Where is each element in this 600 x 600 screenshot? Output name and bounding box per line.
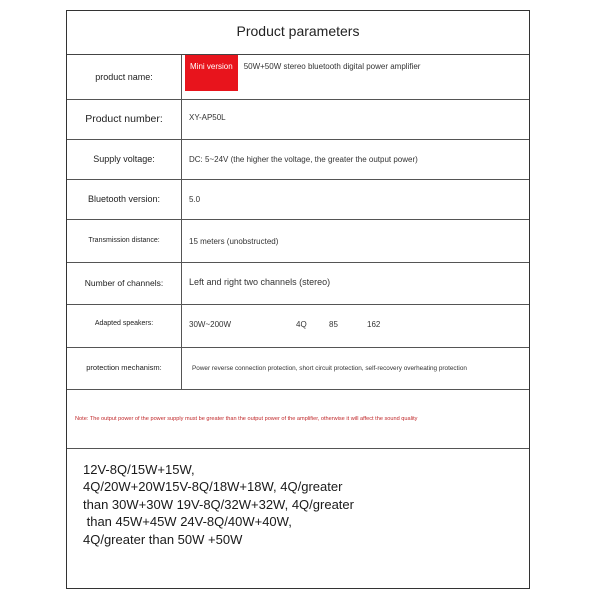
row-product-number [67,100,529,140]
label-bluetooth-version: Bluetooth version: [67,180,182,219]
speaker-value-85: 85 [329,320,338,329]
value-adapted-speakers [182,305,529,347]
label-adapted-speakers: Adapted speakers: [67,305,182,347]
table-title: Product parameters [67,11,529,55]
power-line: 4Q/greater than 50W +50W [83,531,243,547]
row-supply-voltage [67,140,529,180]
speaker-power-range: 30W~200W [189,320,232,329]
output-power-specs [67,449,529,548]
row-bluetooth-version [67,180,529,220]
label-transmission-distance: Transmission distance: [67,220,182,262]
row-number-of-channels [67,263,529,305]
value-protection-mechanism: Power reverse connection protection, short circuit protection, self-recovery overheating protection [192,365,467,372]
value-supply-voltage: DC: 5~24V (the higher the voltage, the greater the output power) [189,155,418,164]
row-protection-mechanism [67,348,529,390]
label-supply-voltage: Supply voltage: [67,140,182,179]
label-product-number: Product number: [67,100,182,139]
power-supply-note: Note: The output power of the power supply must be greater than the output power of the amplifier, otherwise it will affect the sound quality [67,390,529,449]
power-line: 12V-8Q/15W+15W, [83,462,195,477]
value-product-name [182,55,529,99]
row-transmission-distance [67,220,529,263]
row-product-name [67,55,529,100]
speaker-value-162: 162 [367,320,381,329]
label-number-of-channels: Number of channels: [67,263,182,304]
power-line: than 30W+30W 19V-8Q/32W+32W, 4Q/greater [83,496,354,512]
product-name-text: 50W+50W stereo bluetooth digital power amplifier [243,62,421,71]
power-line: 4Q/20W+20W15V-8Q/18W+18W, 4Q/greater [83,479,343,495]
mini-version-badge: Mini version [185,55,238,91]
label-protection-mechanism: protection mechanism: [67,348,182,389]
speaker-impedance: 4Q [296,320,307,329]
value-bluetooth-version: 5.0 [189,195,201,204]
product-parameters-table [66,10,530,589]
value-transmission-distance: 15 meters (unobstructed) [189,236,279,246]
power-line: than 45W+45W 24V-8Q/40W+40W, [83,514,292,530]
value-product-number: XY-AP50L [189,113,226,122]
label-product-name: product name: [67,55,182,99]
value-number-of-channels: Left and right two channels (stereo) [189,276,331,287]
row-adapted-speakers [67,305,529,348]
